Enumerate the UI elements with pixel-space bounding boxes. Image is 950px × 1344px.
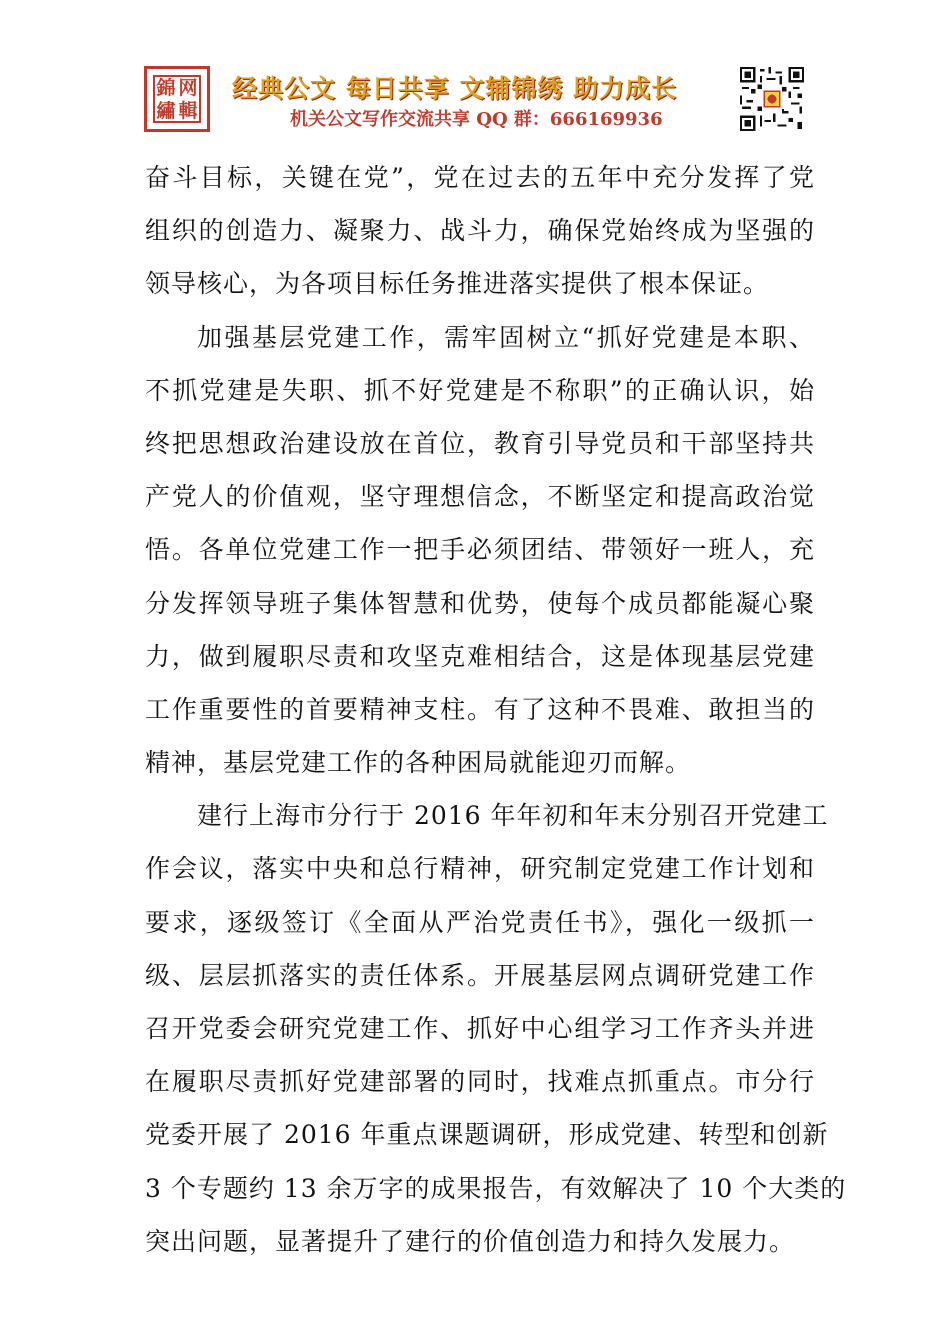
text-line: 党委开展了 2016 年重点课题调研，形成党建、转型和创新 xyxy=(145,1120,829,1150)
seal-logo xyxy=(144,66,210,132)
seal-char: 錦 xyxy=(156,77,176,99)
text-line: 作会议，落实中央和总行精神，研究制定党建工作计划和 xyxy=(145,854,815,884)
text-line: 建行上海市分行于 2016 年年初和年末分别召开党建工 xyxy=(197,801,829,831)
seal-char: 輯 xyxy=(178,100,198,122)
text-line: 组织的创造力、凝聚力、战斗力，确保党始终成为坚强的 xyxy=(145,216,815,246)
text-line: 在履职尽责抓好党建部署的同时，找难点抓重点。市分行 xyxy=(145,1067,815,1097)
text-line: 奋斗目标，关键在党”，党在过去的五年中充分发挥了党 xyxy=(145,163,815,192)
text-line: 级、层层抓落实的责任体系。开展基层网点调研党建工作 xyxy=(145,960,815,990)
seal-char: 网 xyxy=(178,77,198,99)
text-line: 领导核心，为各项目标任务推进落实提供了根本保证。 xyxy=(145,269,770,299)
qr-code-icon xyxy=(740,67,804,131)
text-line: 突出问题，显著提升了建行的价值创造力和持久发展力。 xyxy=(145,1226,796,1256)
text-line: 分发挥领导班子集体智慧和优势，使每个成员都能凝心聚 xyxy=(145,588,815,618)
text-line: 工作重要性的首要精神支柱。有了这种不畏难、敢担当的 xyxy=(145,694,815,724)
text-line: 产党人的价值观，坚守理想信念，不断坚定和提高政治觉 xyxy=(145,482,815,512)
text-line: 力，做到履职尽责和攻坚克难相结合，这是体现基层党建 xyxy=(145,641,815,671)
seal-frame xyxy=(153,75,201,123)
text-line: 加强基层党建工作，需牢固树立“抓好党建是本职、 xyxy=(197,322,815,352)
qq-group-line: 机关公文写作交流共享 QQ 群：666169936 xyxy=(290,109,663,130)
text-line: 要求，逐级签订《全面从严治党责任书》，强化一级抓一 xyxy=(145,907,815,937)
text-line: 3 个专题约 13 余万字的成果报告，有效解决了 10 个大类的 xyxy=(145,1173,847,1203)
document-body xyxy=(145,151,847,1268)
text-line: 精神，基层党建工作的各种困局就能迎刃而解。 xyxy=(145,748,692,778)
header-slogan: 经典公文 每日共享 文辅锦绣 助力成长 xyxy=(232,74,678,103)
seal-char: 繡 xyxy=(156,100,176,122)
text-line: 悟。各单位党建工作一把手必须团结、带领好一班人，充 xyxy=(145,535,815,565)
text-line: 召开党委会研究党建工作、抓好中心组学习工作齐头并进 xyxy=(145,1014,815,1043)
text-line: 终把思想政治建设放在首位，教育引导党员和干部坚持共 xyxy=(145,428,815,458)
page-header xyxy=(0,0,950,140)
text-line: 不抓党建是失职、抓不好党建是不称职”的正确认识，始 xyxy=(145,375,815,405)
